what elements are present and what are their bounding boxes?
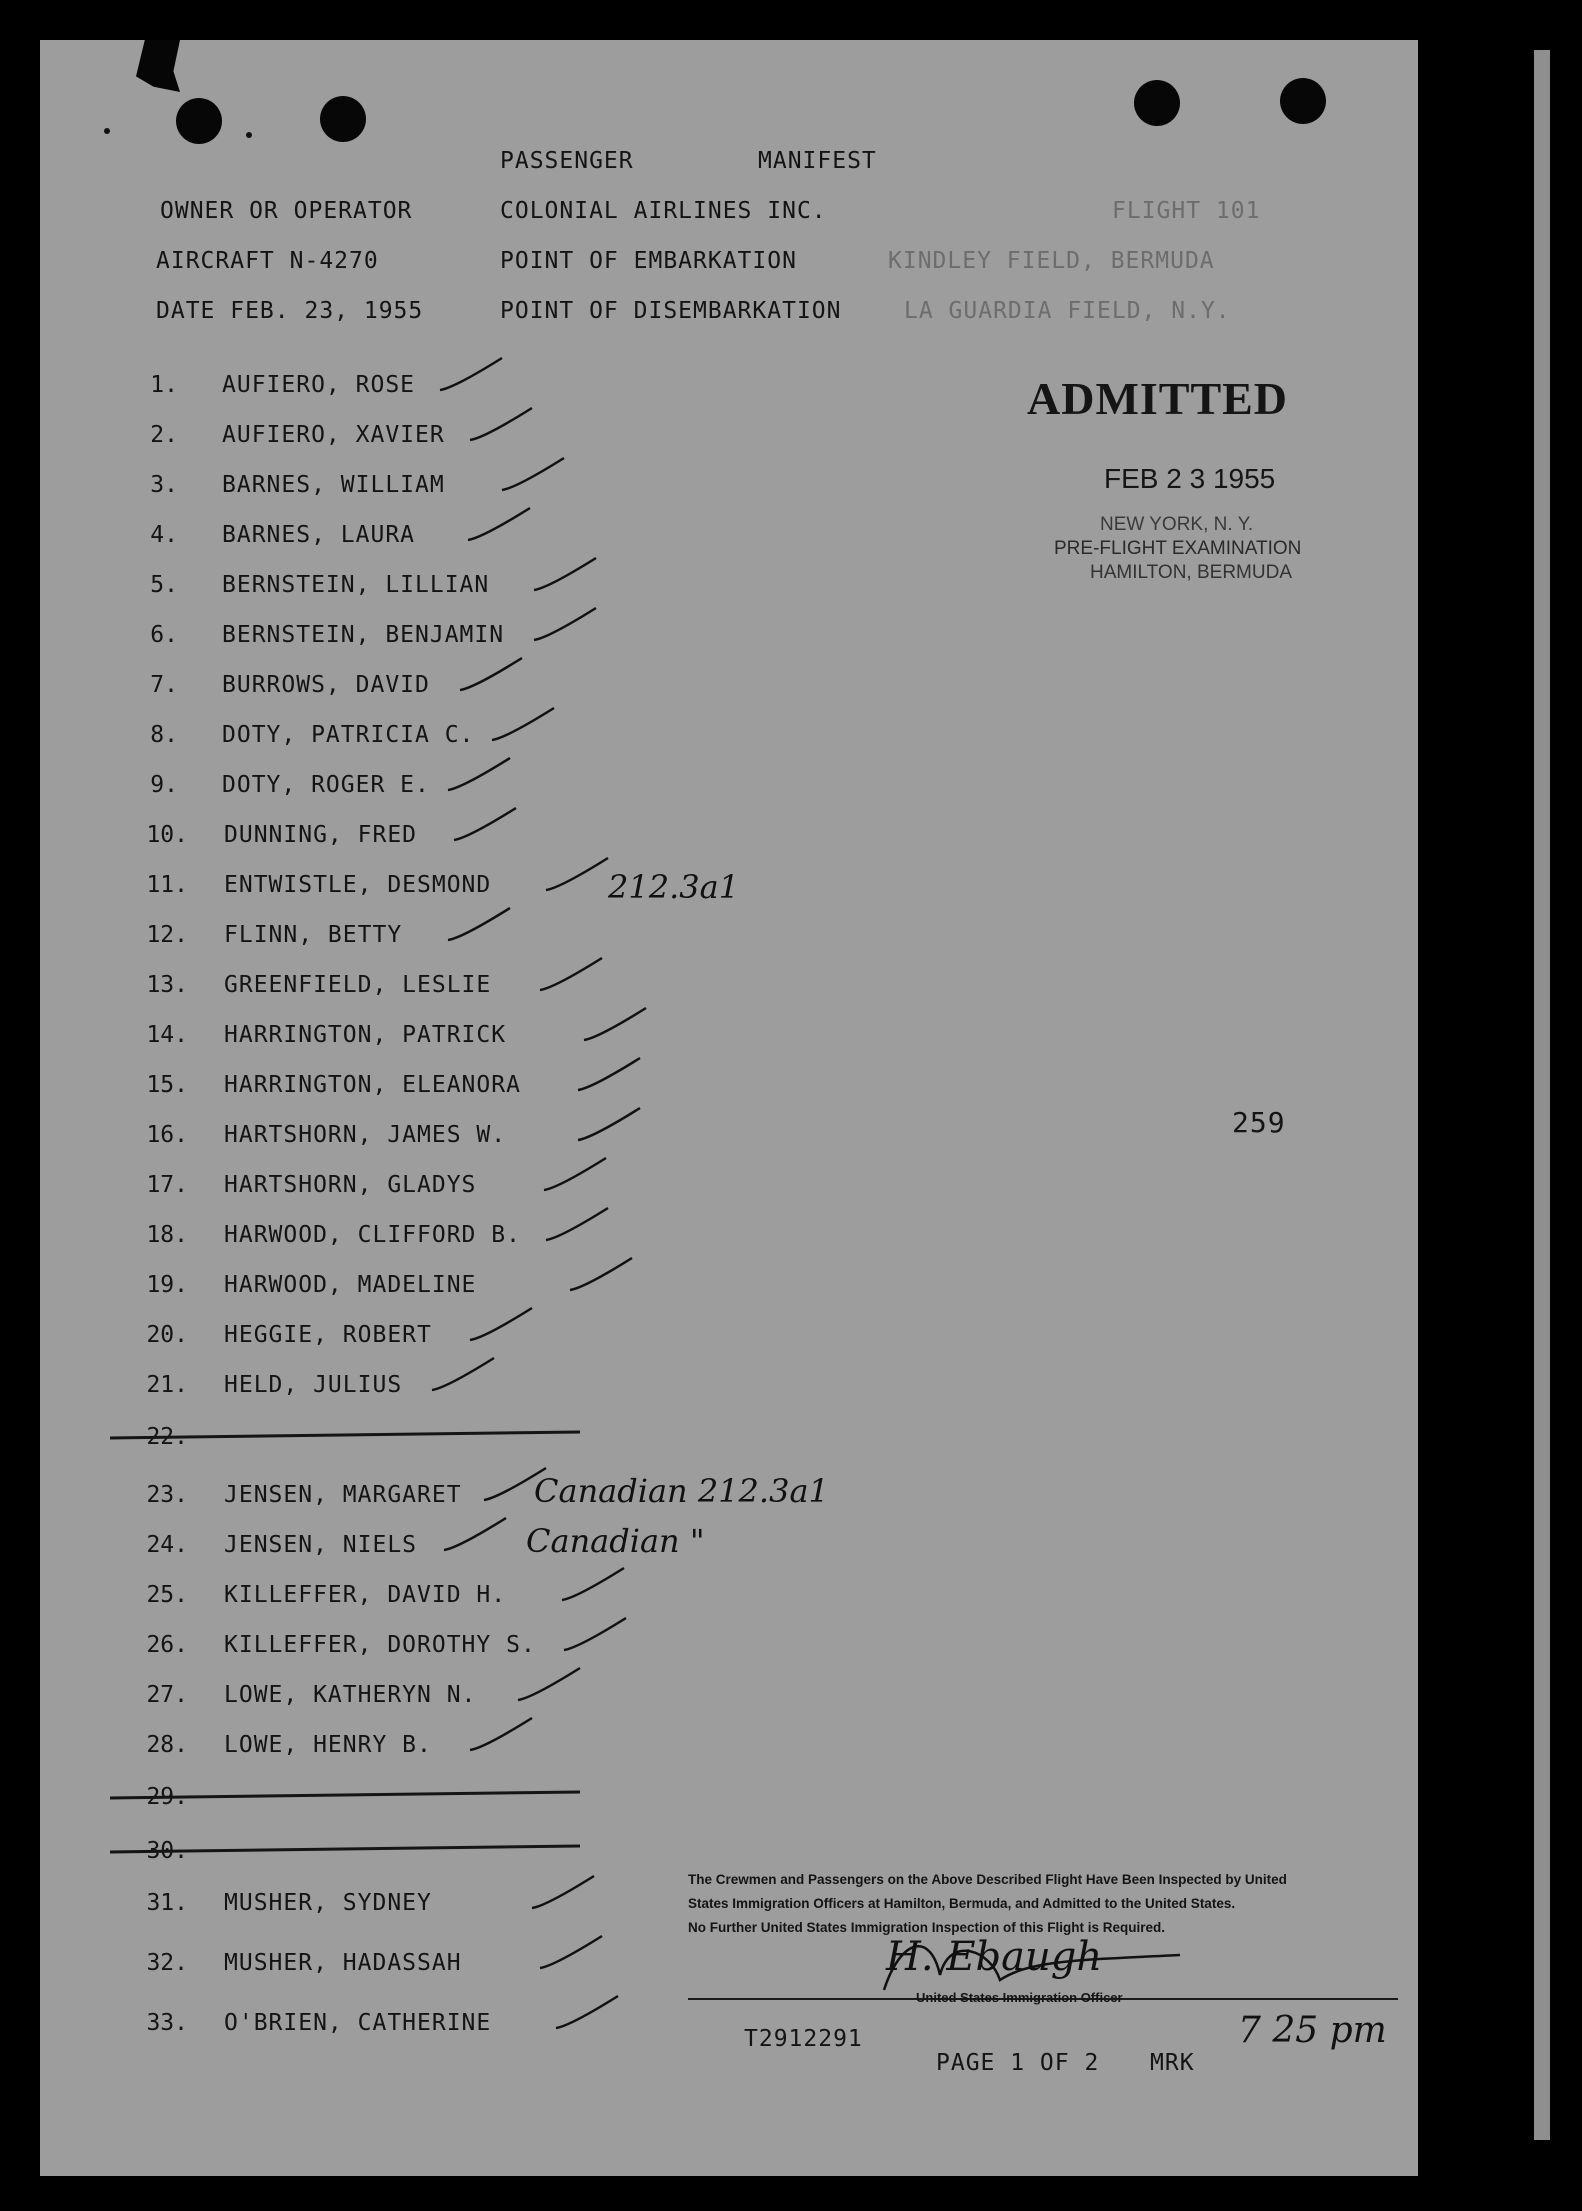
check-mark [540, 1936, 602, 1968]
passenger-name: LOWE, KATHERYN N. [224, 1682, 477, 1708]
passenger-number: 8. [150, 722, 178, 748]
check-mark [584, 1008, 646, 1040]
passenger-number: 15. [146, 1072, 188, 1098]
passenger-number: 22. [146, 1424, 188, 1450]
officer-signature: H. Ebaugh [886, 1934, 1103, 1980]
manifest-title-right: MANIFEST [758, 148, 877, 174]
passenger-number: 20. [146, 1322, 188, 1348]
passenger-name: FLINN, BETTY [224, 922, 403, 948]
embark-value: KINDLEY FIELD, BERMUDA [888, 248, 1215, 274]
check-mark [578, 1108, 640, 1140]
passenger-count: 259 [1232, 1106, 1286, 1139]
stamp-line-2: PRE-FLIGHT EXAMINATION [1054, 538, 1302, 559]
disembark-label: POINT OF DISEMBARKATION [500, 298, 842, 324]
passenger-name: JENSEN, MARGARET [224, 1482, 462, 1508]
passenger-number: 6. [150, 622, 178, 648]
check-mark [546, 858, 608, 890]
manifest-date: DATE FEB. 23, 1955 [156, 298, 424, 324]
check-mark [470, 1308, 532, 1340]
note-entry-23: Canadian 212.3a1 [534, 1472, 829, 1510]
passenger-number: 12. [146, 922, 188, 948]
passenger-number: 25. [146, 1582, 188, 1608]
certification-statement [688, 1868, 1388, 1940]
page-indicator: PAGE 1 OF 2 [936, 2050, 1100, 2076]
check-mark [546, 1208, 608, 1240]
embark-label: POINT OF EMBARKATION [500, 248, 797, 274]
passenger-name: KILLEFFER, DOROTHY S. [224, 1632, 536, 1658]
passenger-name: HARWOOD, CLIFFORD B. [224, 1222, 521, 1248]
note-entry-24: Canadian " [526, 1522, 705, 1560]
check-mark [532, 1876, 594, 1908]
check-mark [444, 1518, 506, 1550]
check-mark [534, 608, 596, 640]
passenger-name: DOTY, PATRICIA C. [222, 722, 475, 748]
reference-number: T2912291 [744, 2026, 863, 2052]
passenger-number: 1. [150, 372, 178, 398]
check-mark [562, 1568, 624, 1600]
passenger-name: BARNES, WILLIAM [222, 472, 445, 498]
passenger-name: HARTSHORN, JAMES W. [224, 1122, 507, 1148]
certification-line-3: No Further United States Immigration Inspection of this Flight is Required. [688, 1920, 1166, 1935]
passenger-name: AUFIERO, ROSE [222, 372, 416, 398]
passenger-name: ENTWISTLE, DESMOND [224, 872, 492, 898]
passenger-number: 30. [146, 1838, 188, 1864]
passenger-number: 11. [146, 872, 188, 898]
passenger-number: 27. [146, 1682, 188, 1708]
passenger-name: HEGGIE, ROBERT [224, 1322, 432, 1348]
check-mark [470, 1718, 532, 1750]
owner-label: OWNER OR OPERATOR [160, 198, 413, 224]
check-mark [578, 1058, 640, 1090]
check-mark [492, 708, 554, 740]
passenger-number: 28. [146, 1732, 188, 1758]
passenger-number: 14. [146, 1022, 188, 1048]
certification-line-2: States Immigration Officers at Hamilton, Bermuda, and Admitted to the United States. [688, 1896, 1236, 1911]
passenger-name: BERNSTEIN, LILLIAN [222, 572, 490, 598]
passenger-number: 26. [146, 1632, 188, 1658]
admitted-stamp: ADMITTED [1027, 373, 1289, 424]
check-mark [440, 358, 502, 390]
stamp-line-3: HAMILTON, BERMUDA [1090, 562, 1292, 583]
aircraft: AIRCRAFT N-4270 [156, 248, 379, 274]
flight-number: FLIGHT 101 [1112, 198, 1261, 224]
passenger-name: DUNNING, FRED [224, 822, 418, 848]
passenger-number: 3. [150, 472, 178, 498]
passenger-number: 7. [150, 672, 178, 698]
passenger-name: BARNES, LAURA [222, 522, 416, 548]
passenger-number: 16. [146, 1122, 188, 1148]
passenger-number: 2. [150, 422, 178, 448]
passenger-number: 21. [146, 1372, 188, 1398]
strike-line [110, 1432, 580, 1438]
passenger-number: 24. [146, 1532, 188, 1558]
check-mark [534, 558, 596, 590]
check-mark [564, 1618, 626, 1650]
stamp-date: FEB 2 3 1955 [1104, 463, 1276, 494]
owner-value: COLONIAL AIRLINES INC. [500, 198, 827, 224]
passenger-name: HARTSHORN, GLADYS [224, 1172, 477, 1198]
check-mark [502, 458, 564, 490]
passenger-name: HARRINGTON, ELEANORA [224, 1072, 521, 1098]
passenger-name: MUSHER, HADASSAH [224, 1950, 462, 1976]
disembark-value: LA GUARDIA FIELD, N.Y. [904, 298, 1231, 324]
passenger-number: 23. [146, 1482, 188, 1508]
check-mark [470, 408, 532, 440]
passenger-name: LOWE, HENRY B. [224, 1732, 432, 1758]
passenger-name: GREENFIELD, LESLIE [224, 972, 492, 998]
check-mark [556, 1996, 618, 2028]
passenger-number: 17. [146, 1172, 188, 1198]
check-mark [460, 658, 522, 690]
passenger-number: 31. [146, 1890, 188, 1916]
check-mark [454, 808, 516, 840]
passenger-name: HARWOOD, MADELINE [224, 1272, 477, 1298]
check-mark [448, 758, 510, 790]
check-mark [468, 508, 530, 540]
passenger-number: 29. [146, 1784, 188, 1810]
check-mark [432, 1358, 494, 1390]
arrival-time: 7 25 pm [1238, 2010, 1387, 2051]
passenger-number: 4. [150, 522, 178, 548]
passenger-name: JENSEN, NIELS [224, 1532, 418, 1558]
check-mark [540, 958, 602, 990]
check-mark [448, 908, 510, 940]
passenger-number: 32. [146, 1950, 188, 1976]
manifest-title-left: PASSENGER [500, 148, 634, 174]
check-mark [518, 1668, 580, 1700]
check-mark [570, 1258, 632, 1290]
passenger-name: AUFIERO, XAVIER [222, 422, 445, 448]
passenger-name: BURROWS, DAVID [222, 672, 430, 698]
passenger-number: 19. [146, 1272, 188, 1298]
clerk-initials: MRK [1150, 2050, 1195, 2076]
strike-line [110, 1792, 580, 1798]
passenger-number: 33. [146, 2010, 188, 2036]
officer-caption: United States Immigration Officer [916, 1990, 1123, 2005]
passenger-number: 13. [146, 972, 188, 998]
passenger-name: MUSHER, SYDNEY [224, 1890, 432, 1916]
passenger-number: 5. [150, 572, 178, 598]
strike-line [110, 1846, 580, 1852]
passenger-name: KILLEFFER, DAVID H. [224, 1582, 507, 1608]
stamp-line-1: NEW YORK, N. Y. [1100, 514, 1254, 535]
passenger-number: 9. [150, 772, 178, 798]
passenger-name: HELD, JULIUS [224, 1372, 403, 1398]
passenger-name: DOTY, ROGER E. [222, 772, 430, 798]
check-mark [544, 1158, 606, 1190]
passenger-name: BERNSTEIN, BENJAMIN [222, 622, 505, 648]
certification-line-1: The Crewmen and Passengers on the Above Described Flight Have Been Inspected by United [688, 1872, 1287, 1887]
note-entry-11: 212.3a1 [608, 868, 740, 906]
passenger-name: O'BRIEN, CATHERINE [224, 2010, 492, 2036]
passenger-number: 18. [146, 1222, 188, 1248]
passenger-name: HARRINGTON, PATRICK [224, 1022, 507, 1048]
passenger-number: 10. [146, 822, 188, 848]
